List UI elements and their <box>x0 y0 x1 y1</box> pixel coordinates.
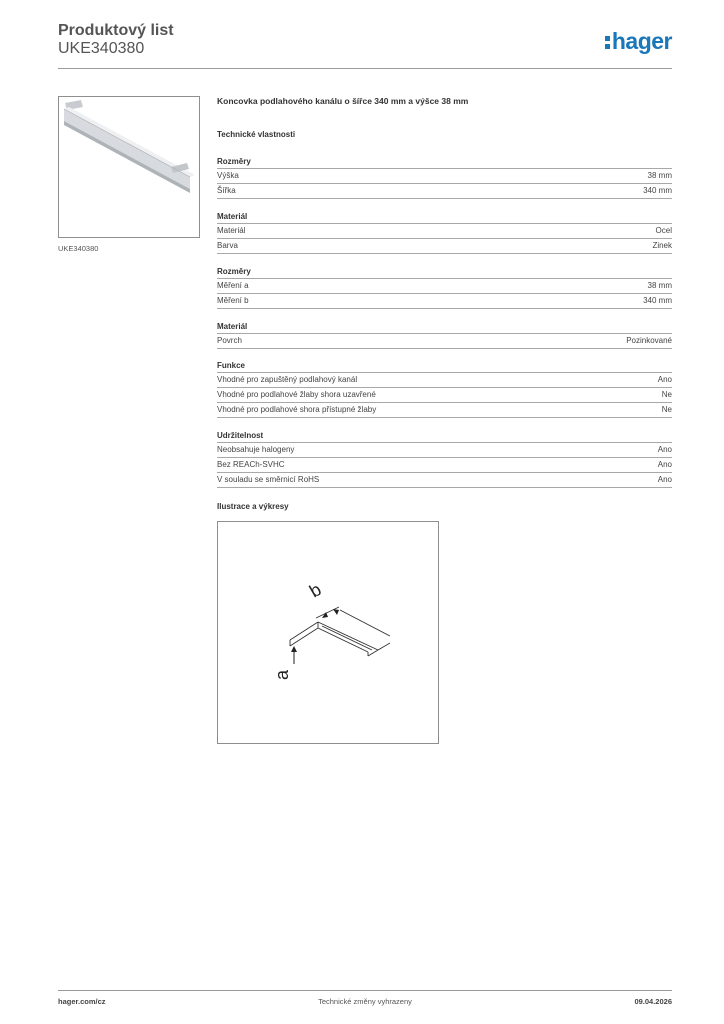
spec-row: Vhodné pro zapuštěný podlahový kanál Ano <box>217 373 672 388</box>
footer-notice: Technické změny vyhrazeny <box>318 997 412 1006</box>
dimension-label-a: a <box>272 669 292 680</box>
product-specs <box>217 96 672 488</box>
spec-row: Měření b 340 mm <box>217 294 672 309</box>
logo-dots-icon <box>605 33 611 52</box>
spec-group-title: Materiál <box>217 211 672 224</box>
spec-group-measurements <box>217 266 672 309</box>
spec-group-dimensions <box>217 156 672 199</box>
page-header <box>58 20 672 70</box>
spec-group-title: Materiál <box>217 321 672 334</box>
spec-group-title: Funkce <box>217 360 672 373</box>
spec-group-title: Rozměry <box>217 156 672 169</box>
footer-date: 09.04.2026 <box>634 997 672 1006</box>
product-photo <box>58 96 200 238</box>
photo-caption: UKE340380 <box>58 244 99 253</box>
spec-row: Barva Zinek <box>217 239 672 254</box>
header-divider <box>58 68 672 69</box>
spec-row: Měření a 38 mm <box>217 279 672 294</box>
spec-group-material <box>217 211 672 254</box>
spec-row: Šířka 340 mm <box>217 184 672 199</box>
spec-group-functions <box>217 360 672 418</box>
spec-row: V souladu se směrnicí RoHS Ano <box>217 473 672 488</box>
spec-group-title: Udržitelnost <box>217 430 672 443</box>
end-cap-product-image <box>59 97 199 237</box>
spec-row: Výška 38 mm <box>217 169 672 184</box>
product-description: Koncovka podlahového kanálu o šířce 340 mm a výšce 38 mm <box>217 96 469 106</box>
document-title: Produktový list <box>58 22 174 39</box>
technical-drawing <box>217 521 439 744</box>
dimension-drawing <box>218 522 438 743</box>
dimension-label-b: b <box>306 579 325 602</box>
spec-group-sustainability <box>217 430 672 488</box>
spec-group-surface <box>217 321 672 349</box>
illustrations-heading: Ilustrace a výkresy <box>217 502 289 511</box>
spec-row: Materiál Ocel <box>217 224 672 239</box>
spec-row: Povrch Pozinkované <box>217 334 672 349</box>
page-footer <box>58 997 672 1011</box>
footer-divider <box>58 990 672 991</box>
spec-row: Vhodné pro podlahové žlaby shora uzavřené Ne <box>217 388 672 403</box>
product-code: UKE340380 <box>58 40 145 57</box>
spec-row: Bez REACh-SVHC Ano <box>217 458 672 473</box>
hager-logo: hager <box>605 28 672 55</box>
spec-row: Neobsahuje halogeny Ano <box>217 443 672 458</box>
spec-group-title: Rozměry <box>217 266 672 279</box>
spec-row: Vhodné pro podlahové shora přístupné žlaby Ne <box>217 403 672 418</box>
footer-website[interactable]: hager.com/cz <box>58 997 106 1006</box>
technical-properties-heading: Technické vlastnosti <box>217 130 296 139</box>
